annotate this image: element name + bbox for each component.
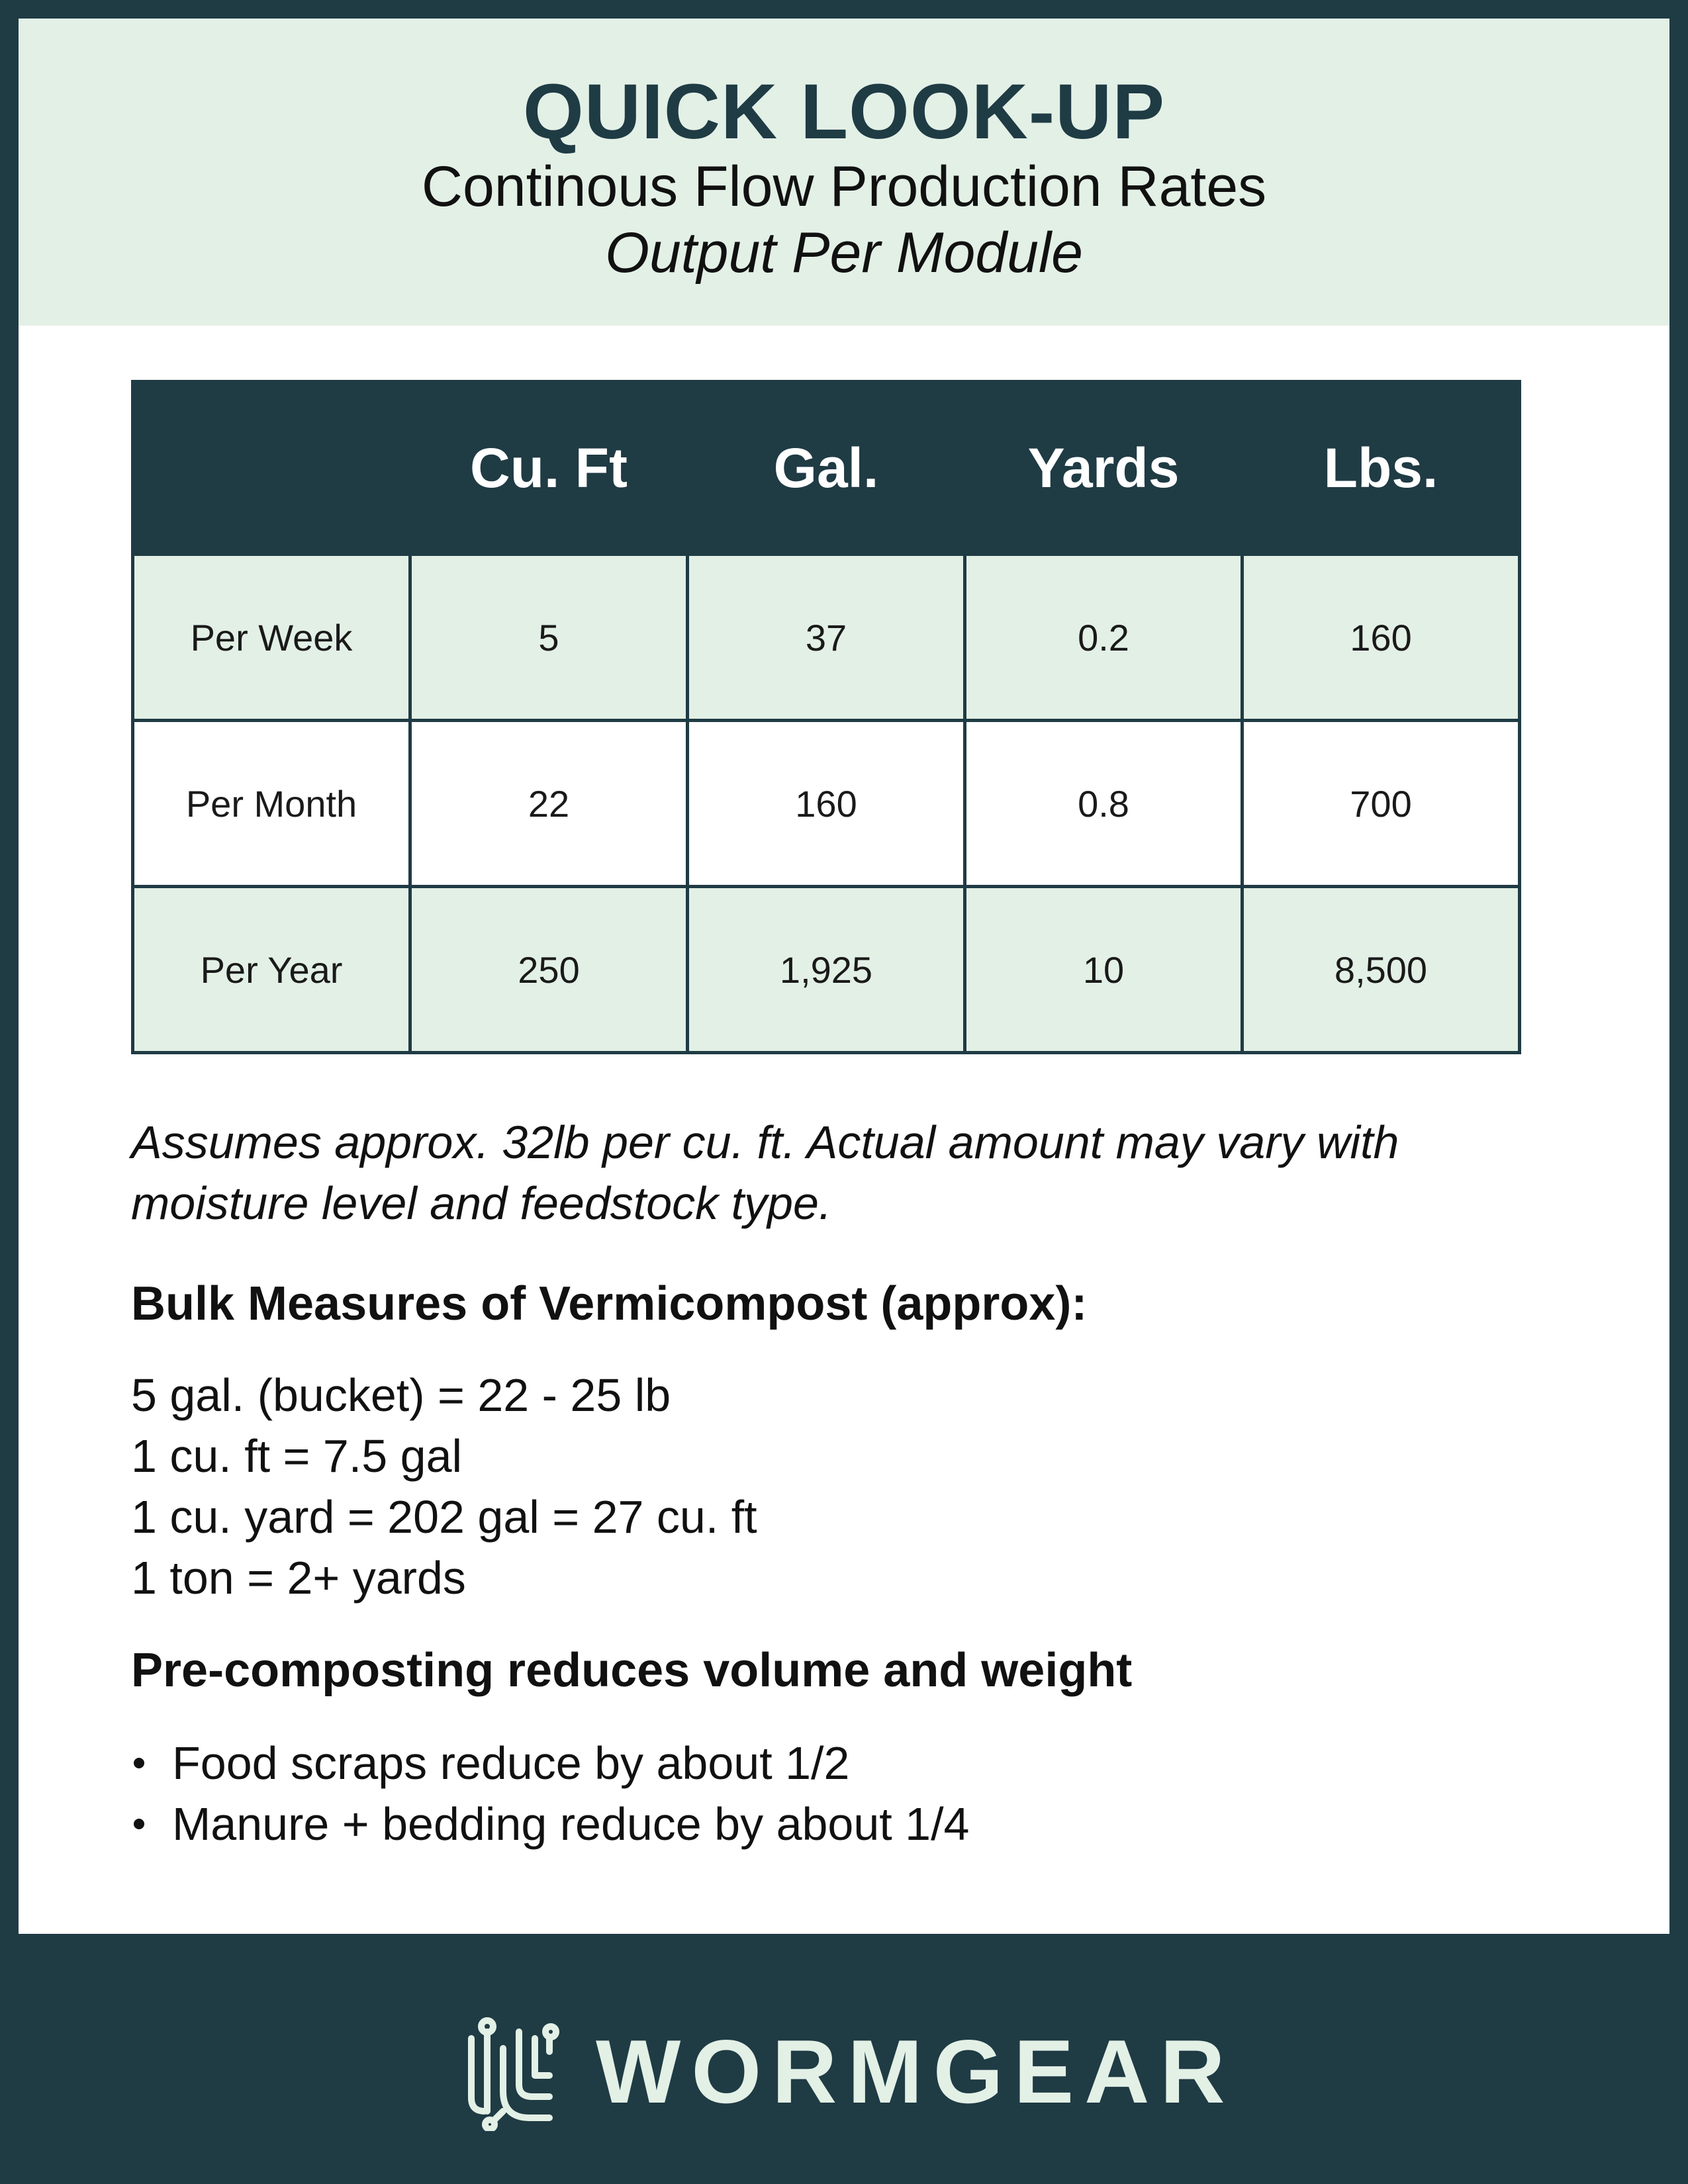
- table-cell: 1,925: [688, 887, 965, 1053]
- bulk-measure-line: 1 ton = 2+ yards: [131, 1552, 466, 1604]
- row-label: Per Year: [133, 887, 410, 1053]
- column-header-gal: Gal.: [688, 382, 965, 555]
- table-cell: 160: [1243, 555, 1520, 721]
- table-cell: 700: [1243, 721, 1520, 887]
- table-cell: 5: [410, 555, 688, 721]
- bulk-measure-line: 1 cu. yard = 202 gal = 27 cu. ft: [131, 1491, 757, 1543]
- table-cell: 8,500: [1243, 887, 1520, 1053]
- column-header-blank: [133, 382, 410, 555]
- assumption-note: Assumes approx. 32lb per cu. ft. Actual amount may vary with moisture level and feedstock type.: [131, 1116, 1399, 1229]
- table-cell: 0.2: [965, 555, 1243, 721]
- precompost-list: [131, 1733, 1554, 1854]
- bullet-icon: [134, 1758, 144, 1768]
- column-header-lbs: Lbs.: [1243, 382, 1520, 555]
- table-row: [133, 555, 1520, 721]
- table-cell: 0.8: [965, 721, 1243, 887]
- page-subtitle: Continous Flow Production Rates: [421, 155, 1267, 218]
- page-subtitle-italic: Output Per Module: [605, 221, 1083, 285]
- bullet-icon: [134, 1819, 144, 1829]
- table-row: [133, 887, 1520, 1053]
- list-item-text: Manure + bedding reduce by about 1/4: [172, 1798, 970, 1850]
- column-header-cu-ft: Cu. Ft: [410, 382, 688, 555]
- table-cell: 160: [688, 721, 965, 887]
- bulk-measure-line: 5 gal. (bucket) = 22 - 25 lb: [131, 1369, 671, 1421]
- bulk-measures-heading: Bulk Measures of Vermicompost (approx):: [131, 1277, 1088, 1330]
- table-cell: 22: [410, 721, 688, 887]
- table-header-row: [133, 382, 1520, 555]
- row-label: Per Month: [133, 721, 410, 887]
- table-cell: 250: [410, 887, 688, 1053]
- brand-name: WORMGEAR: [596, 2021, 1236, 2122]
- header-banner: [19, 19, 1669, 326]
- precompost-heading: Pre-composting reduces volume and weight: [131, 1644, 1133, 1697]
- bulk-measures-list: [131, 1365, 1554, 1608]
- column-header-yards: Yards: [965, 382, 1243, 555]
- list-item: [131, 1733, 1554, 1794]
- table-cell: 10: [965, 887, 1243, 1053]
- table-row: [133, 721, 1520, 887]
- list-item-text: Food scraps reduce by about 1/2: [172, 1737, 850, 1789]
- footer-logo: [463, 2012, 1258, 2131]
- wormgear-logo-icon: [463, 2012, 563, 2131]
- production-rates-table: [131, 380, 1521, 1054]
- bulk-measure-line: 1 cu. ft = 7.5 gal: [131, 1430, 463, 1482]
- list-item: [131, 1794, 1554, 1854]
- page-title: QUICK LOOK-UP: [522, 68, 1166, 156]
- table-cell: 37: [688, 555, 965, 721]
- row-label: Per Week: [133, 555, 410, 721]
